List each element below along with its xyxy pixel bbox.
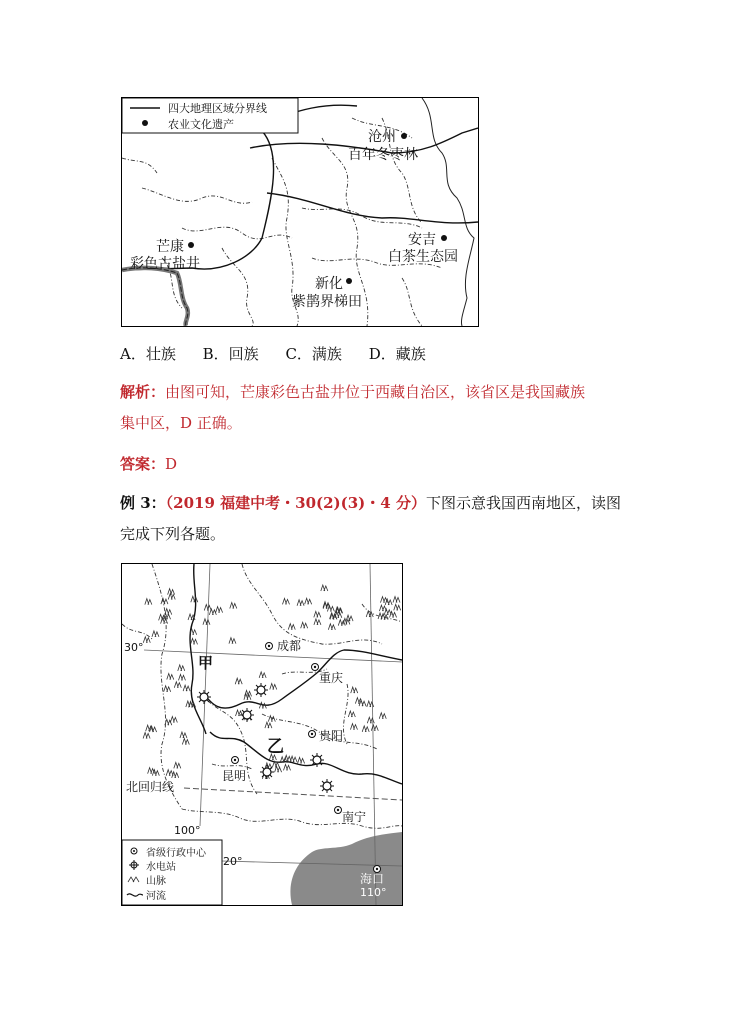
- analysis-text: 由图可知，芒康彩色古盐井位于西藏自治区，该省区是我国藏族: [165, 383, 586, 401]
- mountain-mark: [183, 685, 190, 691]
- legend-heritage-label: 农业文化遗产: [168, 118, 234, 131]
- hydropower-station-icon: [197, 690, 211, 704]
- mountain-mark: [161, 598, 168, 604]
- example-text-2: 完成下列各题。: [120, 525, 226, 543]
- mountain-mark: [384, 609, 391, 615]
- mountain-mark: [305, 598, 312, 604]
- lon-100-label: 100°: [174, 824, 201, 837]
- mountain-mark: [235, 678, 242, 684]
- lat-30-label: 30°: [124, 641, 144, 654]
- mountain-mark: [203, 619, 210, 625]
- mountain-mark: [371, 725, 378, 731]
- mountain-mark: [328, 624, 335, 630]
- example-label: 例 3：: [120, 494, 166, 512]
- mountain-mark: [301, 622, 308, 628]
- mountain-mark: [209, 609, 216, 615]
- hydropower-station-icon: [320, 779, 334, 793]
- mountain-mark: [167, 674, 174, 680]
- mountain-mark: [350, 724, 357, 730]
- site-mangkang-sub: 彩色古盐井: [130, 256, 200, 272]
- site-xinhua-name: 新化: [315, 276, 343, 292]
- answer-value: D: [165, 455, 178, 473]
- mountain-mark: [346, 615, 353, 621]
- mountain-mark: [314, 619, 321, 625]
- analysis-text-2: 集中区，D 正确。: [120, 414, 242, 432]
- lat-20-label: 20°: [223, 855, 243, 868]
- mountain-mark: [284, 764, 291, 770]
- mountain-mark: [191, 638, 198, 644]
- mountain-mark: [180, 732, 187, 738]
- mountain-mark: [393, 596, 400, 602]
- example-paragraph: [120, 488, 640, 550]
- mountain-mark: [174, 762, 181, 768]
- analysis-paragraph: [120, 377, 640, 439]
- analysis-label: 解析：: [120, 383, 166, 401]
- mountain-mark: [204, 604, 211, 610]
- mountain-mark: [268, 716, 275, 722]
- site-anji-sub: 白茶生态园: [388, 249, 458, 265]
- mountain-mark: [321, 585, 328, 591]
- city-chongqing-label: 重庆: [319, 671, 344, 685]
- site-cangzhou-sub: 百年冬枣林: [348, 147, 418, 163]
- lon-110-label: 110°: [360, 886, 387, 899]
- legend-boundary-label: 四大地理区域分界线: [168, 102, 267, 115]
- mountain-mark: [259, 672, 266, 678]
- mountain-mark: [143, 637, 150, 643]
- hydropower-station-icon: [260, 765, 274, 779]
- mountain-mark: [166, 770, 173, 776]
- tropic-label: 北回归线: [126, 780, 175, 794]
- city-chengdu-label: 成都: [277, 639, 302, 653]
- mountain-mark: [164, 686, 171, 692]
- city-kunming-label: 昆明: [222, 769, 247, 783]
- legend-capital-label: 省级行政中心: [146, 848, 206, 859]
- mountain-mark: [355, 698, 362, 704]
- city-nanning-label: 南宁: [342, 810, 367, 824]
- mountain-mark: [182, 739, 189, 745]
- option-c: C．满族: [285, 345, 342, 363]
- legend-hydro-label: 水电站: [146, 862, 176, 873]
- site-cangzhou-name: 沧州: [368, 129, 396, 145]
- mountain-mark: [191, 596, 198, 602]
- mountain-mark: [270, 683, 277, 689]
- mountain-mark: [265, 722, 272, 728]
- mountain-mark: [362, 726, 369, 732]
- mountain-mark: [367, 717, 374, 723]
- hydropower-station-icon: [310, 753, 324, 767]
- option-d: D．藏族: [368, 345, 426, 363]
- mountain-mark: [297, 600, 304, 606]
- mountain-mark: [379, 713, 386, 719]
- mountain-mark: [298, 757, 305, 763]
- mountain-mark: [351, 687, 358, 693]
- label-yi: 乙: [267, 737, 284, 757]
- mountain-mark: [174, 682, 181, 688]
- mountain-mark: [327, 606, 334, 612]
- mountain-mark: [229, 638, 236, 644]
- city-guiyang-label: 贵阳: [319, 729, 344, 743]
- site-mangkang-name: 芒康: [156, 239, 184, 255]
- legend-mountain-label: 山脉: [146, 876, 166, 887]
- example-source: （2019 福建中考・30(2)(3)・4 分）: [165, 494, 426, 512]
- mountain-mark: [168, 589, 175, 595]
- mountain-mark: [230, 603, 237, 609]
- option-b: B．回族: [202, 345, 259, 363]
- label-jia: 甲: [198, 654, 214, 672]
- city-haikou-label: 海口: [360, 872, 385, 886]
- site-anji-name: 安吉: [408, 232, 436, 248]
- option-a: A．壮族: [120, 345, 176, 363]
- mountain-mark: [348, 711, 355, 717]
- mountain-mark: [282, 598, 289, 604]
- mountain-mark: [216, 607, 223, 613]
- mountain-mark: [394, 604, 401, 610]
- site-xinhua-sub: 紫鹊界梯田: [292, 294, 362, 310]
- legend-river-label: 河流: [146, 891, 166, 902]
- answer-paragraph: [120, 449, 640, 480]
- hydropower-station-icon: [254, 683, 268, 697]
- answer-label: 答案：: [120, 455, 166, 473]
- southwest-china-map: [121, 563, 403, 906]
- mountain-mark: [178, 674, 185, 680]
- mountain-mark: [170, 716, 177, 722]
- mountain-mark: [143, 732, 150, 738]
- answer-options: [120, 339, 640, 370]
- mountain-mark: [314, 611, 321, 617]
- heritage-map: [121, 97, 479, 327]
- hydropower-station-icon: [240, 708, 254, 722]
- mountain-mark: [145, 599, 152, 605]
- mountain-mark: [379, 605, 386, 611]
- mountain-mark: [178, 665, 185, 671]
- example-text: 下图示意我国西南地区，读图: [425, 494, 621, 512]
- mountain-mark: [152, 631, 159, 637]
- mountain-mark: [288, 624, 295, 630]
